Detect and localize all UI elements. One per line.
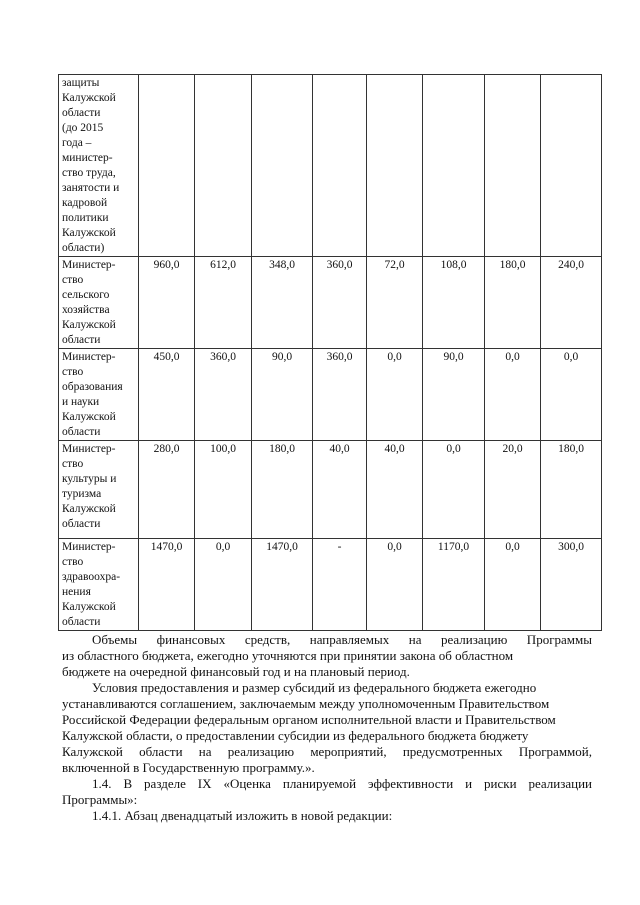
text-line: включенной в Государственную программу.». [62, 760, 315, 775]
ministry-name-line: области [62, 334, 101, 346]
text-line: 1.4.1. Абзац двенадцатый изложить в новой редакции: [92, 808, 393, 823]
value-cell: 960,0 [139, 257, 195, 349]
ministry-name-line: туризма [62, 488, 102, 500]
value-cell: 0,0 [367, 349, 423, 441]
ministry-name-line: ство [62, 458, 84, 470]
ministry-name-line: защиты [62, 77, 100, 89]
ministry-name-line: культуры и [62, 473, 117, 485]
value-cell: 180,0 [252, 441, 313, 539]
value-cell: 1470,0 [139, 539, 195, 631]
ministry-name-line: области [62, 616, 101, 628]
value-cell: 360,0 [195, 349, 252, 441]
value-cell: 90,0 [252, 349, 313, 441]
ministry-name-line: ство [62, 274, 84, 286]
ministry-name-line: здравоохра- [62, 571, 121, 583]
ministry-name-line: Министер- [62, 443, 116, 455]
ministry-name-line: ство [62, 366, 84, 378]
value-cell: 360,0 [313, 257, 367, 349]
value-cell [423, 75, 485, 257]
text-line: бюджете на очередной финансовый год и на плановый период. [62, 664, 410, 679]
ministry-name-line: политики [62, 212, 109, 224]
ministry-name-line: занятости и [62, 182, 120, 194]
table-row [59, 349, 602, 441]
ministry-name-cell [59, 349, 139, 441]
value-cell: 360,0 [313, 349, 367, 441]
text-line: Условия предоставления и размер субсидий из федерального бюджета ежегодно [92, 680, 537, 695]
ministry-name-cell [59, 441, 139, 539]
ministry-name-line: хозяйства [62, 304, 110, 316]
value-cell [139, 75, 195, 257]
value-cell: 0,0 [485, 349, 541, 441]
text-body [62, 632, 592, 824]
ministry-name-line: сельского [62, 289, 110, 301]
paragraph-funding-volumes [62, 632, 592, 680]
ministry-name-cell [59, 75, 139, 257]
value-cell [195, 75, 252, 257]
value-cell: 612,0 [195, 257, 252, 349]
table-row [59, 75, 602, 257]
value-cell: 0,0 [367, 539, 423, 631]
ministry-name-line: области) [62, 242, 105, 254]
text-line: Калужской области, о предоставлении субсидии из федерального бюджета бюджету [62, 728, 529, 743]
paragraph-section-ix [62, 776, 592, 808]
text-line: Калужской области на реализацию мероприятий, предусмотренных Программой, [62, 744, 592, 759]
value-cell: 348,0 [252, 257, 313, 349]
ministry-name-line: Министер- [62, 541, 116, 553]
value-cell: 20,0 [485, 441, 541, 539]
ministry-name-line: области [62, 426, 101, 438]
ministry-name-line: кадровой [62, 197, 108, 209]
value-cell: 0,0 [541, 349, 602, 441]
text-line: устанавливаются соглашением, заключаемым между уполномоченным Правительством [62, 696, 550, 711]
value-cell [541, 75, 602, 257]
ministry-name-line: Калужской [62, 411, 116, 423]
value-cell: 72,0 [367, 257, 423, 349]
ministry-name-cell [59, 539, 139, 631]
text-line: Программы»: [62, 792, 138, 807]
value-cell: 1170,0 [423, 539, 485, 631]
value-cell: 1470,0 [252, 539, 313, 631]
ministry-name-line: Калужской [62, 319, 116, 331]
text-line: из областного бюджета, ежегодно уточняются при принятии закона об областном [62, 648, 514, 663]
value-cell: 300,0 [541, 539, 602, 631]
ministry-name-line: года – [62, 137, 92, 149]
value-cell: 450,0 [139, 349, 195, 441]
ministry-name-line: Министер- [62, 351, 116, 363]
ministry-name-line: Калужской [62, 601, 116, 613]
funding-table [58, 74, 602, 631]
table-row [59, 257, 602, 349]
value-cell: 0,0 [485, 539, 541, 631]
ministry-name-line: Министер- [62, 259, 116, 271]
value-cell: 40,0 [367, 441, 423, 539]
value-cell [313, 75, 367, 257]
value-cell: 180,0 [541, 441, 602, 539]
ministry-name-line: области [62, 107, 101, 119]
value-cell [367, 75, 423, 257]
table-row [59, 441, 602, 539]
ministry-name-line: ство [62, 556, 84, 568]
ministry-name-line: министер- [62, 152, 113, 164]
value-cell: 40,0 [313, 441, 367, 539]
ministry-name-line: Калужской [62, 92, 116, 104]
table-row [59, 539, 602, 631]
text-line: 1.4. В разделе IX «Оценка планируемой эффективности и риски реализации [92, 776, 592, 791]
ministry-name-line: Калужской [62, 503, 116, 515]
ministry-name-line: области [62, 518, 101, 530]
value-cell: 90,0 [423, 349, 485, 441]
value-cell [252, 75, 313, 257]
ministry-name-line: и науки [62, 396, 100, 408]
value-cell: 100,0 [195, 441, 252, 539]
ministry-name-line: (до 2015 [62, 122, 104, 134]
value-cell: 240,0 [541, 257, 602, 349]
text-line: Объемы финансовых средств, направляемых на реализацию Программы [92, 632, 592, 647]
ministry-name-line: образования [62, 381, 123, 393]
ministry-name-line: Калужской [62, 227, 116, 239]
paragraph-item-1-4-1 [62, 808, 592, 824]
value-cell [485, 75, 541, 257]
value-cell: 0,0 [423, 441, 485, 539]
paragraph-subsidy-conditions [62, 680, 592, 776]
ministry-name-cell [59, 257, 139, 349]
text-line: Российской Федерации федеральным органом исполнительной власти и Правительством [62, 712, 556, 727]
value-cell: 0,0 [195, 539, 252, 631]
value-cell: 180,0 [485, 257, 541, 349]
value-cell: - [313, 539, 367, 631]
ministry-name-line: ство труда, [62, 167, 116, 179]
ministry-name-line: нения [62, 586, 91, 598]
value-cell: 280,0 [139, 441, 195, 539]
value-cell: 108,0 [423, 257, 485, 349]
